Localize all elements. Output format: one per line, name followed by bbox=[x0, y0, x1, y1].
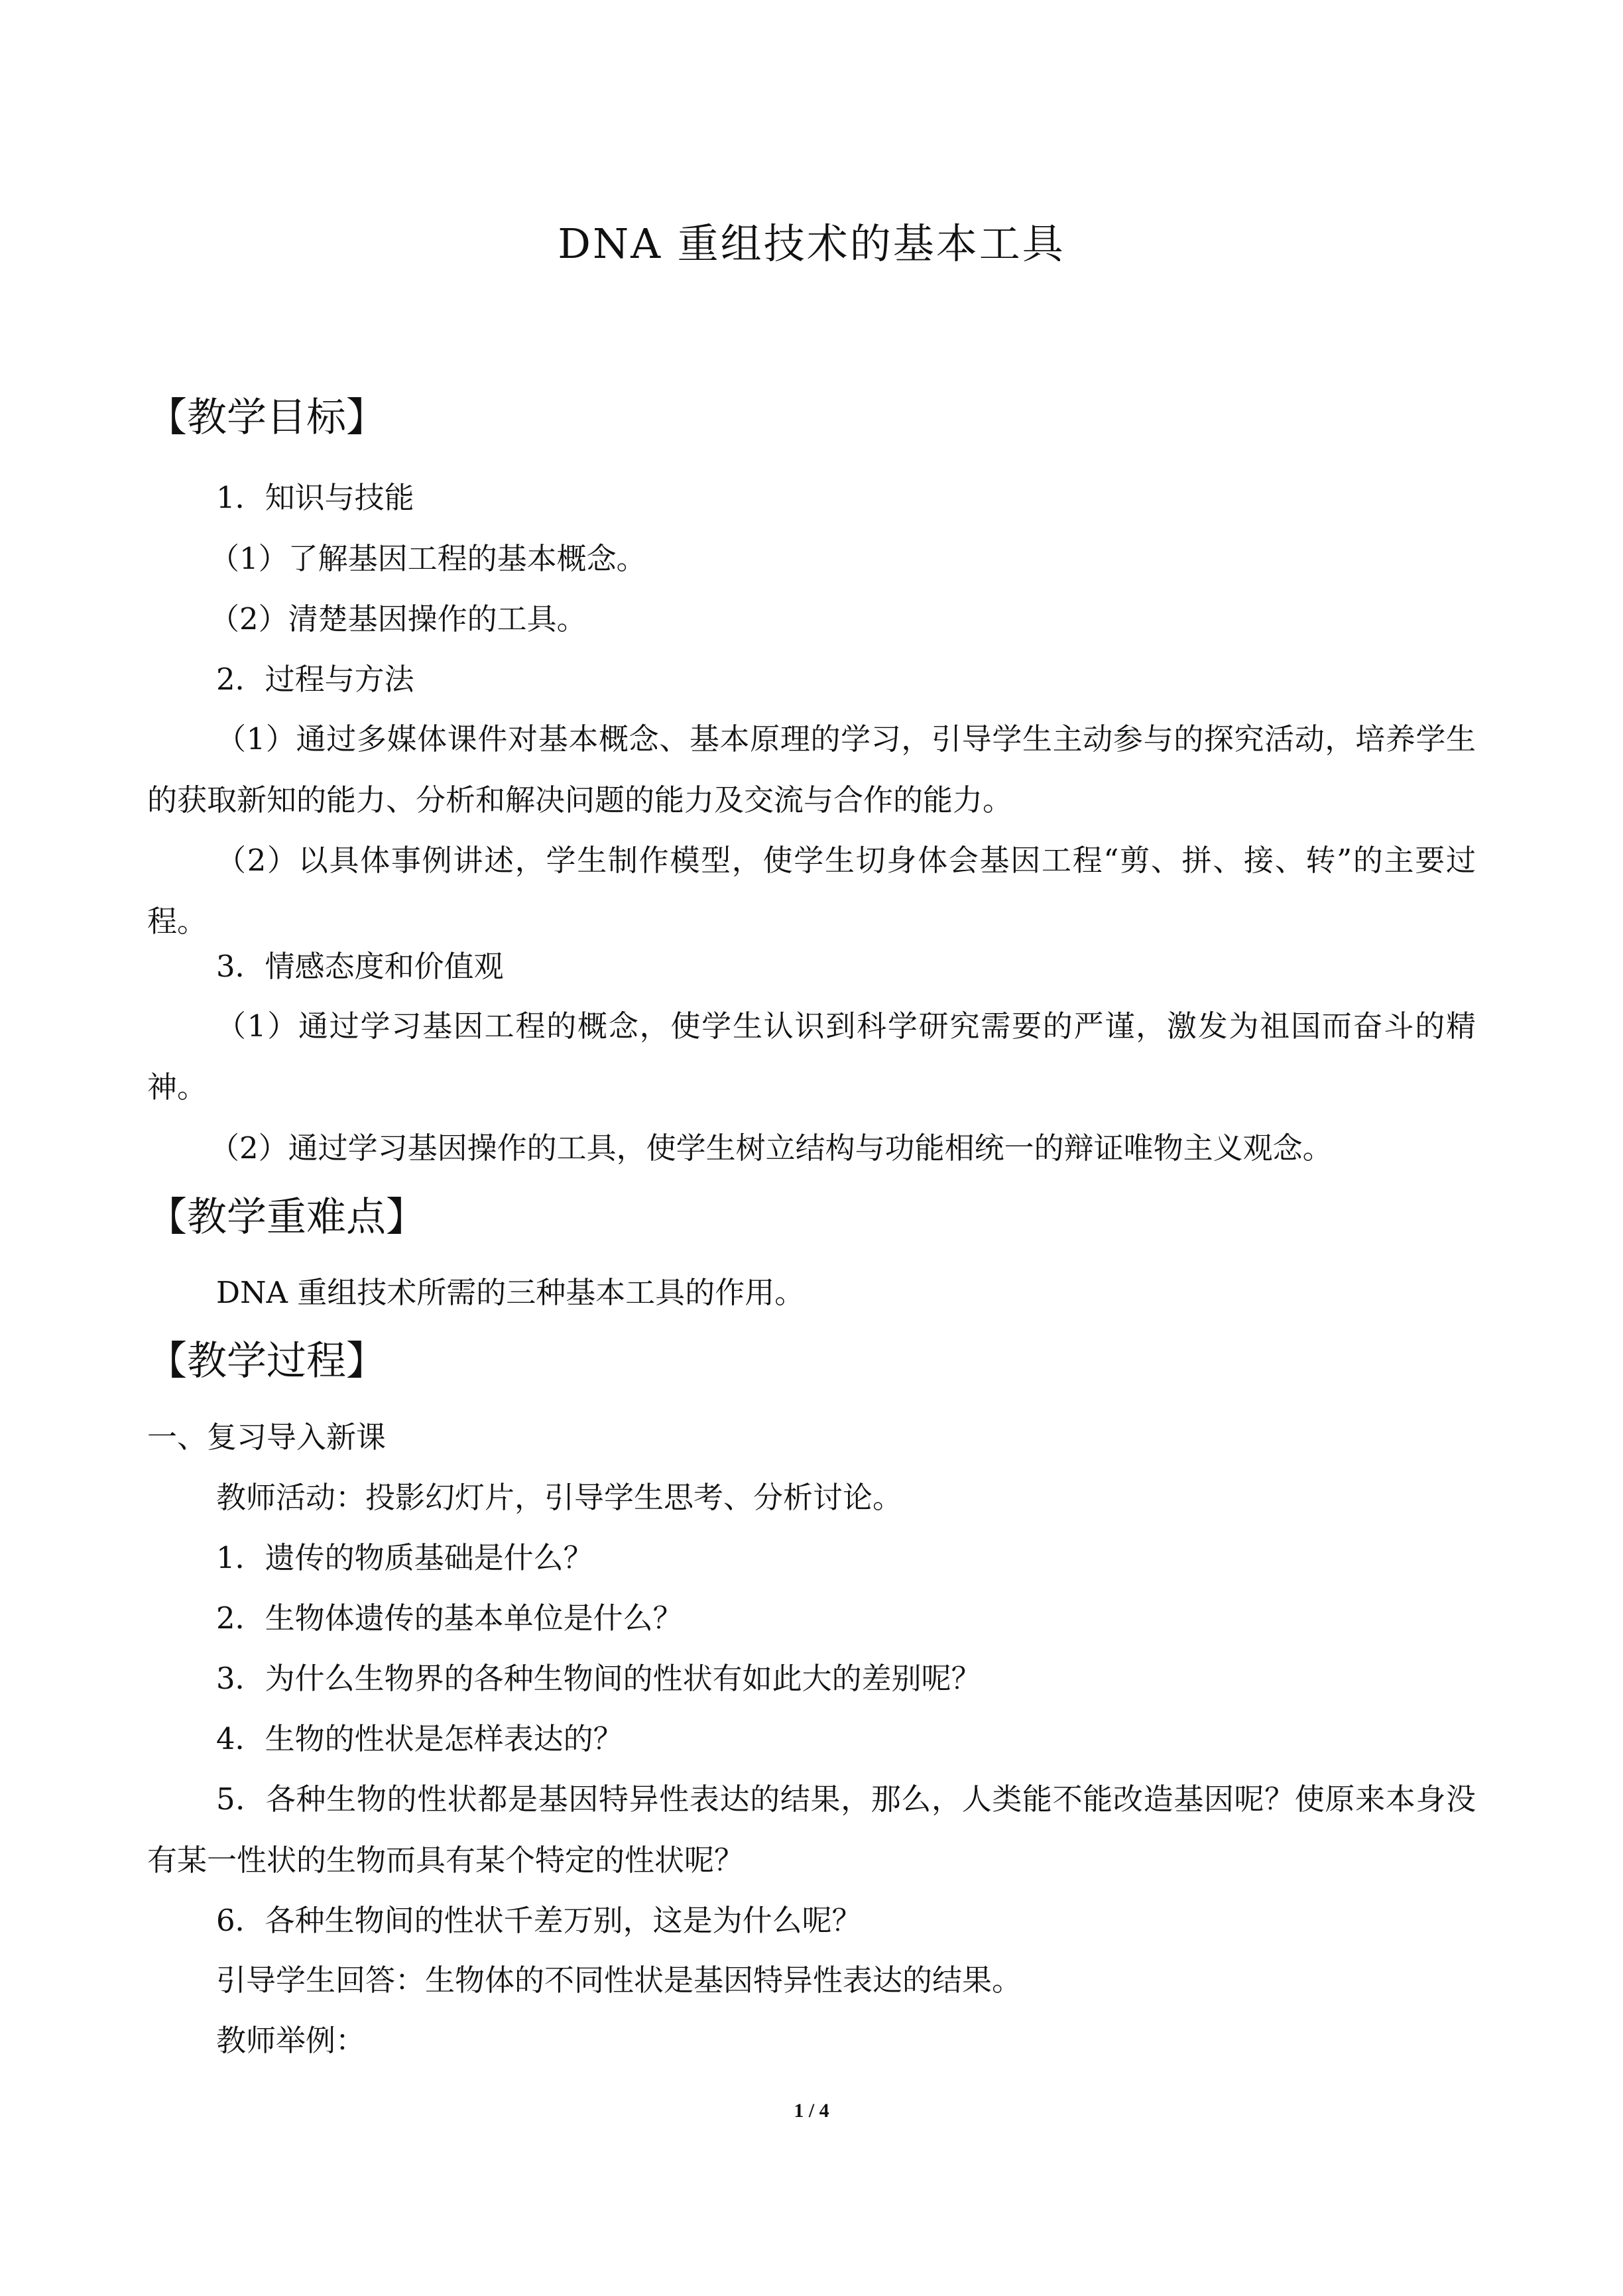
key-points-text: DNA 重组技术所需的三种基本工具的作用。 bbox=[216, 1275, 805, 1310]
goal-paragraph: （1）通过学习基因工程的概念，使学生认识到科学研究需要的严谨，激发为祖国而奋斗的精神。 bbox=[147, 1008, 1476, 1105]
goal-heading-knowledge: 1．知识与技能 bbox=[216, 480, 414, 515]
goal-heading-attitude: 3．情感态度和价值观 bbox=[216, 949, 504, 984]
page-number: 1 / 4 bbox=[794, 2100, 829, 2122]
question-item: 1．遗传的物质基础是什么？ bbox=[216, 1540, 593, 1575]
question-item: 5．各种生物的性状都是基因特异性表达的结果，那么，人类能不能改造基因呢？使原来本身没有某一性状的生物而具有某个特定的性状呢？ bbox=[147, 1782, 1476, 1878]
goal-heading-process: 2．过程与方法 bbox=[216, 662, 414, 697]
goal-item: （2）清楚基因操作的工具。 bbox=[210, 601, 587, 636]
goal-paragraph: （1）通过多媒体课件对基本概念、基本原理的学习，引导学生主动参与的探究活动，培养学生的获取新知的能力、分析和解决问题的能力及交流与合作的能力。 bbox=[147, 721, 1476, 817]
section-heading-key-points: 【教学重难点】 bbox=[147, 1194, 426, 1240]
teacher-activity: 教师活动：投影幻灯片，引导学生思考、分析讨论。 bbox=[216, 1480, 903, 1515]
teacher-example: 教师举例： bbox=[216, 2023, 366, 2058]
process-step-heading: 一、复习导入新课 bbox=[147, 1420, 387, 1455]
question-item: 2．生物体遗传的基本单位是什么？ bbox=[216, 1601, 683, 1636]
student-answer: 引导学生回答：生物体的不同性状是基因特异性表达的结果。 bbox=[216, 1963, 1022, 1998]
question-item: 6．各种生物间的性状千差万别，这是为什么呢？ bbox=[216, 1903, 862, 1938]
goal-paragraph: （2）以具体事例讲述，学生制作模型，使学生切身体会基因工程“剪、拼、接、转”的主要过程。 bbox=[147, 843, 1476, 939]
goal-item: （1）了解基因工程的基本概念。 bbox=[210, 541, 646, 576]
section-heading-process: 【教学过程】 bbox=[147, 1338, 386, 1384]
goal-item: （2）通过学习基因操作的工具，使学生树立结构与功能相统一的辩证唯物主义观念。 bbox=[210, 1130, 1333, 1166]
question-item: 4．生物的性状是怎样表达的？ bbox=[216, 1721, 623, 1756]
document-title: DNA 重组技术的基本工具 bbox=[558, 219, 1065, 268]
question-item: 3．为什么生物界的各种生物间的性状有如此大的差别呢？ bbox=[216, 1661, 981, 1696]
section-heading-goals: 【教学目标】 bbox=[147, 394, 386, 441]
